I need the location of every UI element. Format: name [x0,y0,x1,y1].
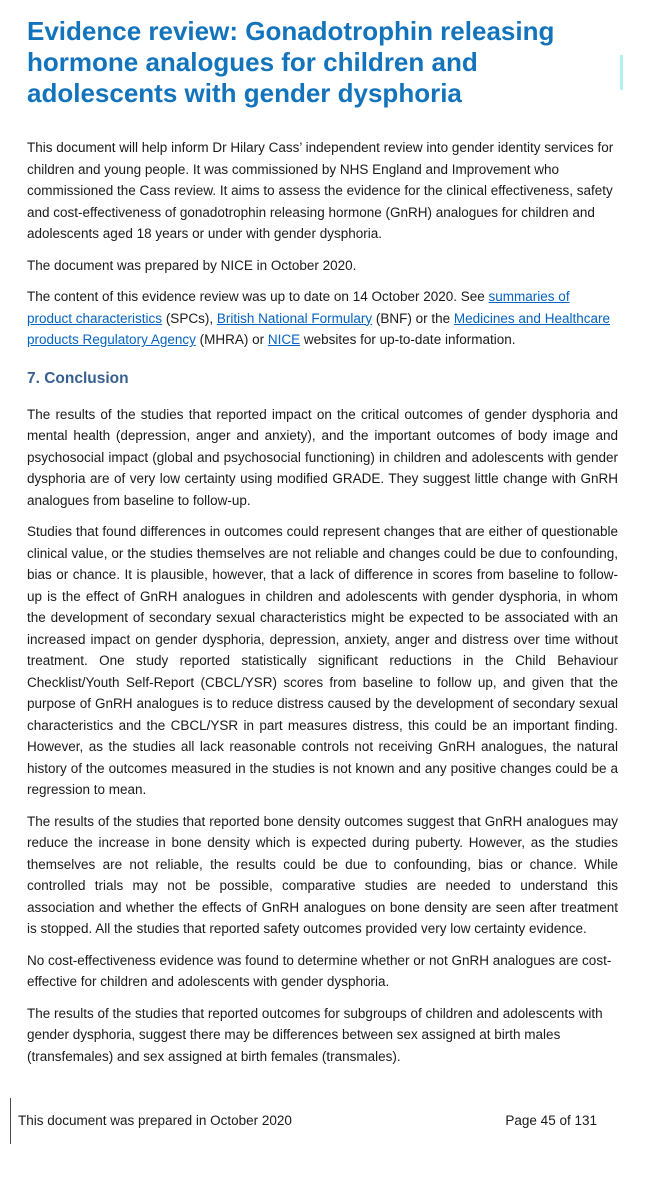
footer-prepared-text: This document was prepared in October 2020 [18,1113,292,1128]
intro-paragraph: This document will help inform Dr Hilary Cass’ independent review into gender identity services for children and young people. It was commissioned by NHS England and Improvement who commissioned the Cass review. It aims to assess the evidence for the clinical effectiveness, safety and cost-effectiveness of gonadotrophin releasing hormone (GnRH) analogues for children and adolescents aged 18 years or under with gender dysphoria. [27,140,614,241]
selection-mark-artifact [620,55,623,90]
inline-text: (BNF) or the [372,310,454,326]
footer-page-number: Page 45 of 131 [505,1113,597,1128]
inline-link[interactable]: British National Formulary [216,310,373,326]
update-notice-paragraph [27,286,618,351]
conclusion-paragraph: Studies that found differences in outcomes could represent changes that are either of questionable clinical value, or the studies themselves are not reliable and changes could be due to confounding, bias or chance. It is plausible, however, that a lack of difference in scores from baseline to follow-up is the effect of GnRH analogues in children and adolescents with gender dysphoria, in whom the development of secondary sexual characteristics might be expected to be associated with an increased impact on gender dysphoria, depression, anxiety, anger and distress over time without treatment. One study reported statistically significant reductions in the Child Behaviour Checklist/Youth Self-Report (CBCL/YSR) scores from baseline to follow up, and given that the purpose of GnRH analogues is to reduce distress caused by the development of secondary sexual characteristics and the CBCL/YSR in part measures distress, this could be an important finding. However, as the studies all lack reasonable controls not receiving GnRH analogues, the natural history of the outcomes measured in the studies is not known and any positive changes could be a regression to mean. [27,524,618,797]
prepared-by-paragraph: The document was prepared by NICE in October 2020. [27,257,357,273]
conclusion-paragraph: The results of the studies that reported bone density outcomes suggest that GnRH analogues may reduce the increase in bone density which is expected during puberty. However, as the studies themselves are not reliable, the results could be due to confounding, bias or chance. While controlled trials may not be possible, comparative studies are needed to understand this association and whether the effects of GnRH analogues on bone density are seen after treatment is stopped. All the studies that reported safety outcomes provided very low certainty evidence. [27,813,618,936]
conclusion-paragraph: The results of the studies that reported outcomes for subgroups of children and adolescents with gender dysphoria, suggest there may be differences between sex assigned at birth males (transfemales) and sex assigned at birth females (transmales). [27,1005,603,1064]
page-footer [18,1112,597,1130]
inline-link[interactable]: summaries of product characteristics [27,289,570,326]
section-heading-conclusion: 7. Conclusion [27,369,129,387]
page-edge-artifact [10,1098,11,1144]
inline-text: (SPCs), [162,310,217,326]
inline-text: (MHRA) or [195,332,268,347]
inline-link[interactable]: NICE [267,332,301,347]
conclusion-paragraph: No cost-effectiveness evidence was found to determine whether or not GnRH analogues are cost-effective for children and adolescents with gender dysphoria. [27,952,612,989]
inline-text: The content of this evidence review was up to date on 14 October 2020. See [27,289,489,304]
inline-link[interactable]: Medicines and Healthcare products Regulatory Agency [27,310,610,347]
inline-text: websites for up-to-date information. [300,332,516,347]
conclusion-paragraph: The results of the studies that reported impact on the critical outcomes of gender dysphoria and mental health (depression, anger and anxiety), and the important outcomes of body image and psychosocial impact (global and psychosocial functioning) in children and adolescents with gender dysphoria are of very low certainty using modified GRADE. They suggest little change with GnRH analogues from baseline to follow-up. [27,406,618,508]
document-title: Evidence review: Gonadotrophin releasing hormone analogues for children and adolescents with gender dysphoria [27,16,555,108]
